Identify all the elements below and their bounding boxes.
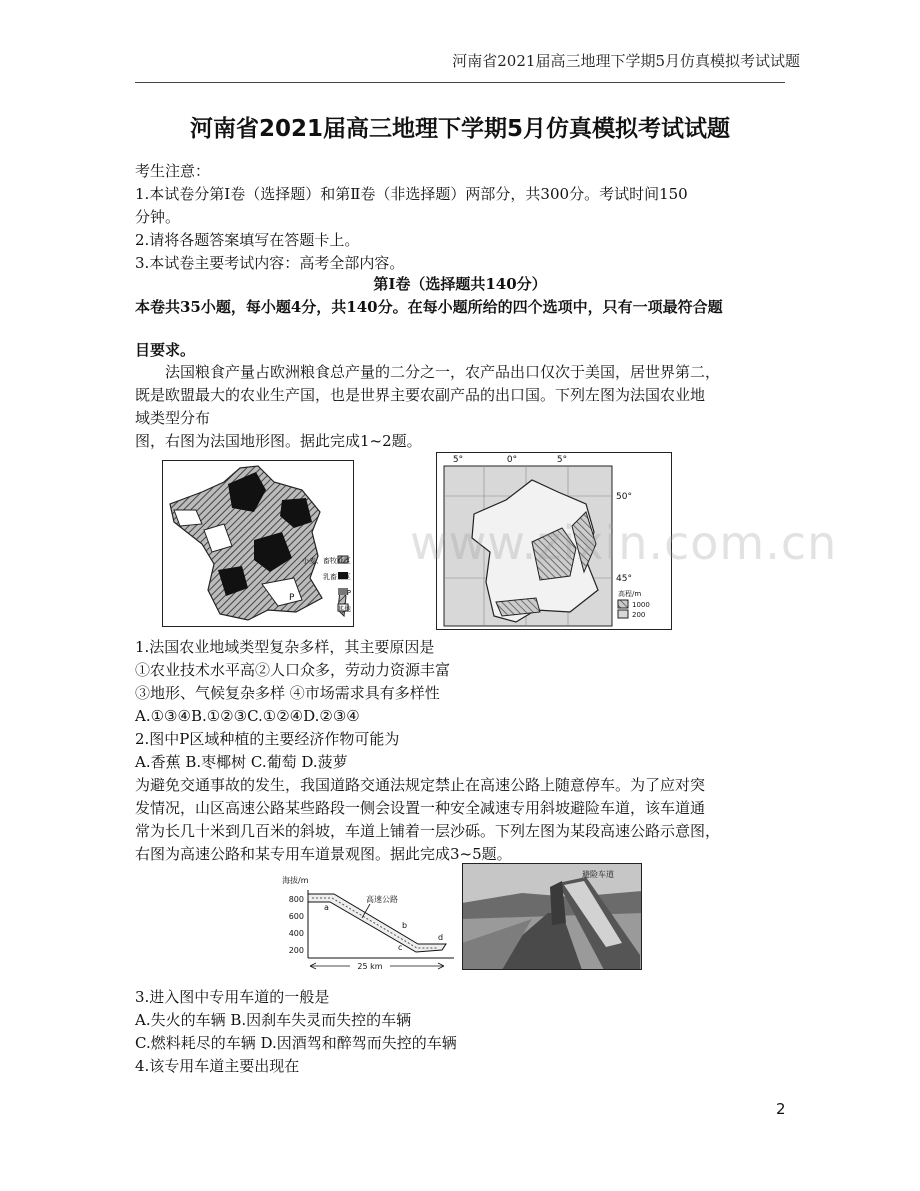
q4-stem: 4.该专用车道主要出现在 — [135, 1057, 300, 1075]
passage2-line4: 右图为高速公路和某专用车道景观图。据此完成3~5题。 — [135, 845, 512, 863]
q3-choices-ab: A.失火的车辆 B.因刹车失灵而失控的车辆 — [135, 1011, 412, 1029]
escape-ramp-photo — [462, 863, 642, 970]
q3-stem: 3.进入图中专用车道的一般是 — [135, 988, 330, 1006]
ytick-200: 200 — [288, 946, 304, 955]
passage2-line3: 常为长几十米到几百米的斜坡，车道上铺着一层沙砾。下列左图为某段高速公路示意图， — [135, 822, 721, 840]
passage1-line3: 域类型分布 — [135, 409, 211, 427]
notice-item-3: 3.本试卷主要考试内容：高考全部内容。 — [135, 254, 405, 272]
passage2-line2: 发情况，山区高速公路某些路段一侧会设置一种安全减速专用斜坡避险车道，该车道通 — [135, 799, 706, 817]
legend-swatch-200 — [618, 610, 628, 618]
profile-ylabel: 海拔/m — [282, 876, 309, 885]
running-header: 河南省2021届高三地理下学期5月仿真模拟考试试题 — [452, 52, 800, 70]
lon-label-w5: 5° — [452, 455, 464, 465]
legend-label-dairy: 乳畜业区 — [323, 573, 351, 581]
page-number: 2 — [776, 1100, 786, 1118]
q1-option-b: ③地形、气候复杂多样 ④市场需求具有多样性 — [135, 684, 440, 702]
section-instruction-cont: 目要求。 — [135, 341, 196, 359]
q2-choices: A.香蕉 B.枣椰树 C.葡萄 D.菠萝 — [135, 753, 348, 771]
ytick-600: 600 — [288, 912, 304, 921]
legend-swatch-1000 — [618, 600, 628, 608]
ytick-800: 800 — [288, 895, 304, 904]
point-c: c — [398, 943, 403, 952]
legend-title-elevation: 高程/m — [618, 590, 642, 598]
ytick-400: 400 — [288, 929, 304, 938]
distance-label: 25 km — [357, 962, 383, 971]
legend-label-p: P — [346, 589, 351, 597]
passage1-line4: 图，右图为法国地形图。据此完成1~2题。 — [135, 432, 422, 450]
legend-label-wheat: 小麦、畜牧业区 — [302, 557, 351, 565]
q2-stem: 2.图中P区域种植的主要经济作物可能为 — [135, 730, 400, 748]
q1-choices: A.①③④B.①②③C.①②④D.②③④ — [135, 707, 360, 725]
passage1-line1: 法国粮食产量占欧洲粮食总产量的二分之一，农产品出口仅次于美国，居世界第二， — [165, 363, 721, 381]
notice-item-2: 2.请将各题答案填写在答题卡上。 — [135, 231, 360, 249]
notice-item-1: 1.本试卷分第Ⅰ卷（选择题）和第Ⅱ卷（非选择题）两部分，共300分。考试时间150 — [135, 185, 688, 203]
lon-label-0: 0° — [506, 455, 518, 465]
notice-heading: 考生注意： — [135, 162, 211, 180]
point-a: a — [324, 903, 329, 912]
passage1-line2: 既是欧盟最大的农业生产国，也是世界主要农副产品的出口国。下列左图为法国农业地 — [135, 386, 706, 404]
q1-option-a: ①农业技术水平高②人口众多，劳动力资源丰富 — [135, 661, 451, 679]
lat-label-45: 45° — [616, 574, 632, 584]
road-label: 高速公路 — [366, 895, 398, 904]
lat-label-50: 50° — [616, 492, 632, 502]
header-rule — [135, 82, 785, 83]
legend-value-1000: 1000 — [632, 601, 650, 609]
lon-label-e5: 5° — [556, 455, 568, 465]
section-instruction: 本卷共35小题，每小题4分，共140分。在每小题所给的四个选项中，只有一项最符合题 — [135, 298, 723, 316]
q1-stem: 1.法国农业地域类型复杂多样，其主要原因是 — [135, 638, 435, 656]
passage2-line1: 为避免交通事故的发生，我国道路交通法规定禁止在高速公路上随意停车。为了应对突 — [135, 776, 706, 794]
highway-profile-diagram — [278, 872, 458, 974]
france-agriculture-map — [162, 460, 354, 627]
point-b: b — [402, 921, 408, 930]
watermark: www.zixin.com.cn — [410, 516, 838, 570]
region-p-label: P — [289, 593, 295, 603]
point-d: d — [438, 933, 444, 942]
escape-ramp-label: 避险车道 — [582, 870, 614, 879]
legend-label-other: 其他 — [337, 605, 351, 613]
section-title: 第Ⅰ卷（选择题共140分） — [373, 275, 547, 293]
page-title: 河南省2021届高三地理下学期5月仿真模拟考试试题 — [189, 116, 731, 142]
notice-item-1-cont: 分钟。 — [135, 208, 181, 226]
legend-value-200: 200 — [632, 611, 646, 619]
q3-choices-cd: C.燃料耗尽的车辆 D.因酒驾和醉驾而失控的车辆 — [135, 1034, 457, 1052]
